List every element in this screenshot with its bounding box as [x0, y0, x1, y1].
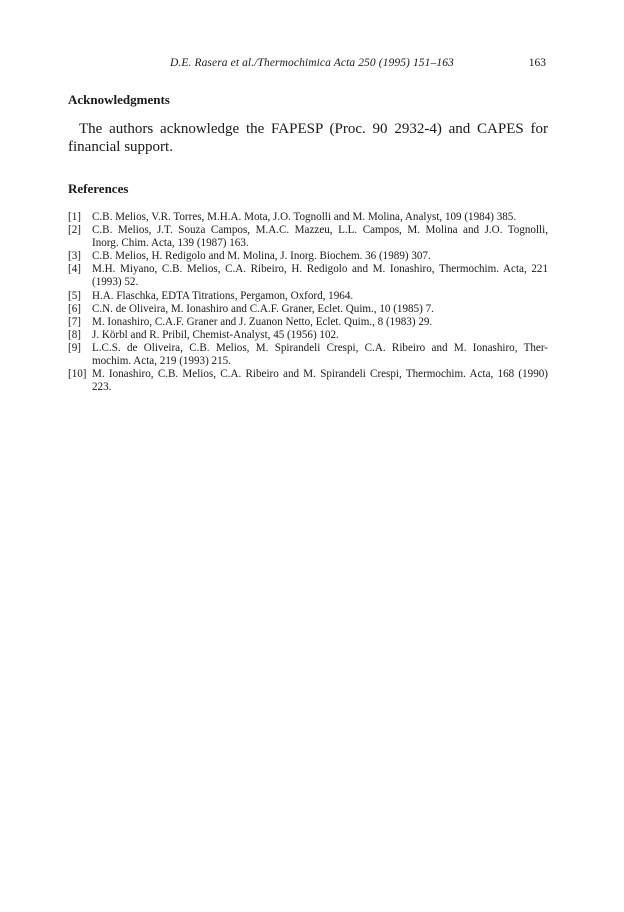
reference-text-line: Inorg. Chim. Acta, 139 (1987) 163.	[92, 237, 249, 250]
acknowledgments-line: The authors acknowledge the FAPESP (Proc. 90 2932-4) and CAPES for	[79, 121, 548, 137]
reference-text-line: C.N. de Oliveira, M. Ionashiro and C.A.F. Graner, Eclet. Quim., 10 (1985) 7.	[92, 302, 434, 315]
reference-text-line: C.B. Melios, V.R. Torres, M.H.A. Mota, J.O. Tognolli and M. Molina, Analyst, 109 (1984) 385.	[92, 211, 517, 223]
reference-item	[68, 303, 548, 316]
acknowledgments-heading: Acknowledgments	[68, 92, 170, 107]
reference-text-line: M.H. Miyano, C.B. Melios, C.A. Ribeiro, H. Redigolo and M. Ionashiro, Thermochim. Acta, 221	[92, 263, 548, 276]
acknowledgments-paragraph	[68, 120, 548, 156]
running-title: D.E. Rasera et al./Thermochimica Acta 250 (1995) 151–163	[170, 57, 454, 69]
reference-item	[68, 263, 548, 289]
reference-text-line: mochim. Acta, 219 (1993) 215.	[92, 355, 231, 368]
reference-item	[68, 316, 548, 329]
reference-number: [7]	[68, 315, 81, 328]
reference-item	[68, 342, 548, 368]
reference-number: [6]	[68, 302, 81, 315]
reference-text-line: J. Körbl and R. Pribil, Chemist-Analyst, 45 (1956) 102.	[92, 328, 339, 341]
reference-text-line: M. Ionashiro, C.B. Melios, C.A. Ribeiro and M. Spirandeli Crespi, Thermochim. Acta, 168 (1990)	[92, 368, 548, 381]
reference-number: [8]	[68, 328, 81, 341]
reference-number: [10]	[68, 368, 87, 381]
reference-item	[68, 250, 548, 263]
reference-number: [9]	[68, 341, 81, 354]
reference-number: [3]	[68, 250, 81, 263]
reference-text-line: C.B. Melios, J.T. Souza Campos, M.A.C. Mazzeu, L.L. Campos, M. Molina and J.O. Tognolli,	[92, 224, 548, 237]
reference-number: [2]	[68, 224, 81, 237]
acknowledgments-line: financial support.	[68, 139, 173, 155]
reference-item	[68, 290, 548, 303]
reference-text-line: M. Ionashiro, C.A.F. Graner and J. Zuanon Netto, Eclet. Quim., 8 (1983) 29.	[92, 315, 433, 328]
reference-number: [5]	[68, 289, 81, 302]
reference-item	[68, 329, 548, 342]
reference-text-line: (1993) 52.	[92, 276, 139, 289]
references-heading: References	[68, 181, 129, 196]
running-head	[68, 57, 548, 73]
reference-item	[68, 368, 548, 394]
reference-text-line: L.C.S. de Oliveira, C.B. Melios, M. Spirandeli Crespi, C.A. Ribeiro and M. Ionashiro, Ther-	[92, 341, 548, 354]
reference-text-line: 223.	[92, 381, 112, 394]
reference-text-line: H.A. Flaschka, EDTA Titrations, Pergamon, Oxford, 1964.	[92, 289, 354, 302]
page-number: 163	[528, 57, 546, 69]
reference-number: [1]	[68, 211, 81, 223]
reference-item	[68, 211, 548, 224]
reference-list	[68, 211, 548, 394]
reference-item	[68, 224, 548, 250]
reference-text-line: C.B. Melios, H. Redigolo and M. Molina, J. Inorg. Biochem. 36 (1989) 307.	[92, 250, 431, 263]
reference-number: [4]	[68, 263, 81, 276]
